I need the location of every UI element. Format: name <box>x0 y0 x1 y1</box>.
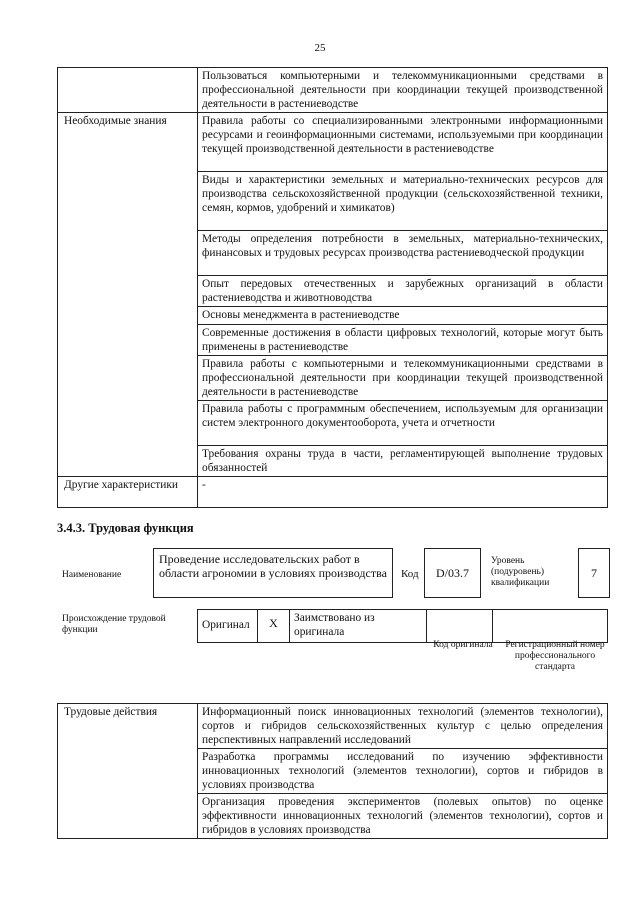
table-cell: Организация проведения экспериментов (полевых опытов) по оценке эффективности инновационных технологий (элементов технологии), сортов и гибридов в условиях производства <box>198 794 608 839</box>
table-cell: Виды и характеристики земельных и материально-технических ресурсов для производства сельскохозяйственной продукции (сельскохозяйственной техники, семян, кормов, удобрений и химикатов) <box>198 172 608 231</box>
name-box <box>153 548 393 598</box>
table-row <box>58 68 608 113</box>
table-cell: Опыт передовых отечественных и зарубежных организаций в области растениеводства и животноводства <box>198 276 608 307</box>
original-label: Оригинал <box>198 610 258 643</box>
table-cell: Правила работы с программным обеспечением, используемым для организации систем электронного документооборота, учета и отчетности <box>198 401 608 446</box>
row-label: Трудовые действия <box>58 704 198 839</box>
table-cell: Методы определения потребности в земельных, материально-технических, финансовых и трудовых ресурсах производства растениеводческой продукции <box>198 231 608 276</box>
actions-table <box>57 703 608 839</box>
table-cell: Современные достижения в области цифровых технологий, которые могут быть применены в растениеводстве <box>198 325 608 356</box>
borrowed-label: Заимствовано из оригинала <box>290 610 427 643</box>
table-cell: Информационный поиск инновационных технологий (элементов технологии), сортов и гибридов сельскохозяйственных культур с целью определения перспективных направлений исследований <box>198 704 608 749</box>
name-value: Проведение исследовательских работ в области агрономии в условиях производства <box>159 552 387 580</box>
code-value: D/03.7 <box>436 566 469 580</box>
page-number: 25 <box>314 42 326 54</box>
table-row <box>58 113 608 172</box>
section-title: 3.4.3. Трудовая функция <box>57 521 194 535</box>
table-cell: Основы менеджмента в растениеводстве <box>198 307 608 325</box>
table-cell <box>427 610 493 643</box>
name-label: Наименование <box>62 570 122 580</box>
table-cell: Правила работы с компьютерными и телекоммуникационными средствами в профессиональной деятельности при координации текущей производственной деятельности в растениеводстве <box>198 356 608 401</box>
code-label: Код <box>401 568 419 580</box>
table-cell: Пользоваться компьютерными и телекоммуникационными средствами в профессиональной деятельности при координации текущей производственной деятельности в растениеводстве <box>198 68 608 113</box>
row-label: Необходимые знания <box>58 113 198 477</box>
level-label: Уровень (подуровень) квалификации <box>491 556 550 588</box>
table-row <box>58 477 608 508</box>
knowledge-table <box>57 67 608 508</box>
row-label <box>58 68 198 113</box>
table-cell: Требования охраны труда в части, регламентирующей выполнение трудовых обязанностей <box>198 446 608 477</box>
level-box <box>578 548 610 598</box>
table-row <box>58 704 608 749</box>
level-value: 7 <box>591 566 597 580</box>
table-row <box>198 610 608 643</box>
row-label: Другие характеристики <box>58 477 198 508</box>
code-caption: Код оригинала <box>433 640 493 650</box>
table-cell: Правила работы со специализированными электронными информационными ресурсами и геоинформационными системами, используемыми при координации текущей производственной деятельности в растениеводстве <box>198 113 608 172</box>
reg-caption: Регистрационный номер профессионального стандарта <box>505 640 605 672</box>
origin-table <box>197 609 608 643</box>
table-cell <box>493 610 608 643</box>
original-mark: X <box>258 610 290 643</box>
table-cell: Разработка программы исследований по изучению эффективности инновационных технологий (элементов технологии), сортов и гибридов в условиях производства <box>198 749 608 794</box>
table-cell: - <box>198 477 608 508</box>
code-box <box>424 548 481 598</box>
origin-label: Происхождение трудовой функции <box>62 614 166 635</box>
